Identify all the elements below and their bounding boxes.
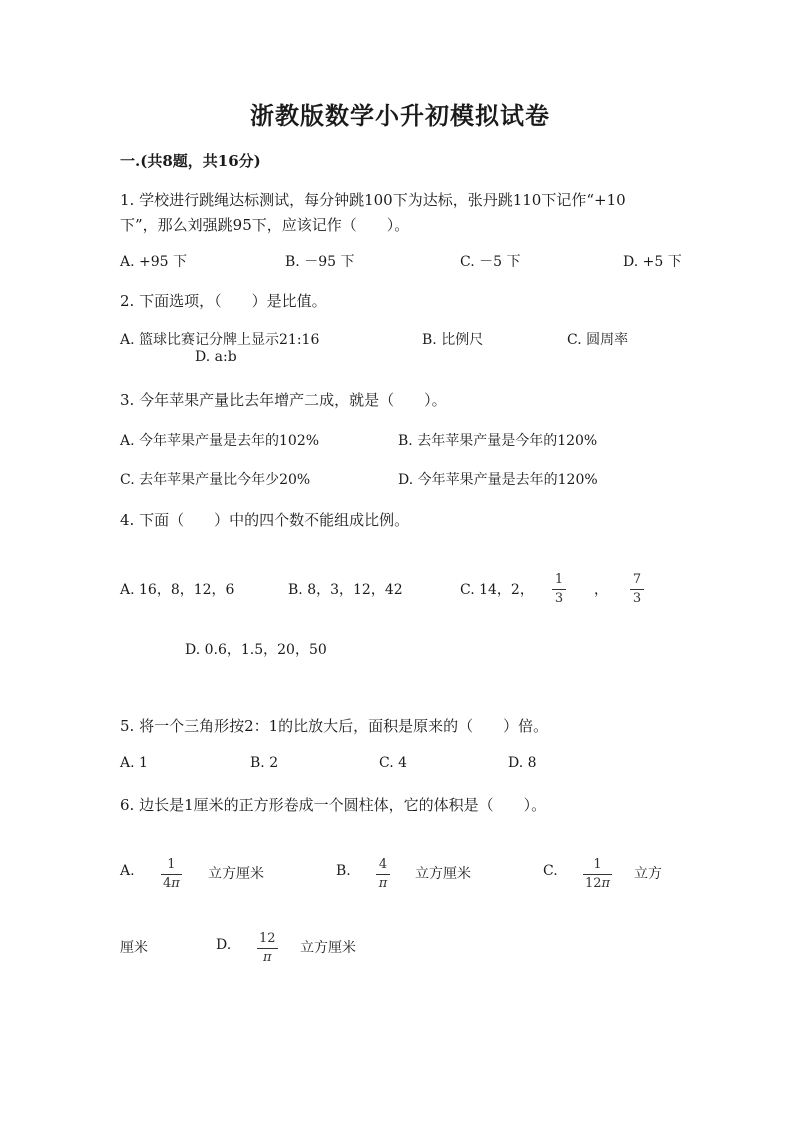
fraction-denominator: π: [263, 950, 272, 965]
question-2-option-d[interactable]: D. a:b: [195, 349, 237, 365]
question-5-stem: 5. 将一个三角形按2：1的比放大后，面积是原来的（ ）倍。: [120, 717, 549, 735]
fraction-bar: [583, 874, 612, 875]
question-6-option-d-unit: 立方厘米: [300, 940, 356, 956]
fraction-numerator: 1: [167, 857, 176, 872]
question-6-option-c-label[interactable]: C.: [543, 863, 558, 879]
question-2-option-c[interactable]: C. 圆周率: [567, 332, 629, 348]
question-1-line-2: 下”，那么刘强跳95下，应该记作（ ）。: [120, 216, 410, 234]
question-4-option-b[interactable]: B. 8，3，12，42: [288, 582, 403, 598]
question-3-option-b[interactable]: B. 去年苹果产量是今年的120%: [398, 433, 598, 449]
fraction-denominator: 3: [554, 591, 564, 606]
question-6-fraction-b: [376, 857, 390, 891]
question-2-option-b[interactable]: B. 比例尺: [422, 332, 484, 348]
fraction-numerator: 1: [554, 572, 564, 587]
question-6-option-b-unit: 立方厘米: [415, 866, 471, 882]
question-3-stem: 3. 今年苹果产量比去年增产二成，就是（ ）。: [120, 391, 447, 409]
question-6-option-c-unit-part2: 厘米: [120, 940, 148, 956]
question-2-stem: 2. 下面选项，（ ）是比值。: [120, 292, 327, 310]
question-5-option-a[interactable]: A. 1: [120, 755, 148, 771]
question-6-option-b-label[interactable]: B.: [336, 863, 351, 879]
question-1-option-b[interactable]: B. －95 下: [285, 254, 355, 270]
question-4-stem: 4. 下面（ ）中的四个数不能组成比例。: [120, 511, 410, 529]
question-6-fraction-a: [161, 857, 182, 891]
fraction-bar: [552, 589, 566, 590]
question-3-option-a[interactable]: A. 今年苹果产量是去年的102%: [120, 433, 320, 449]
question-3-option-c[interactable]: C. 去年苹果产量比今年少20%: [120, 472, 311, 488]
fraction-numerator: 12: [259, 931, 276, 946]
fraction-bar: [161, 874, 182, 875]
question-6-fraction-d: [257, 931, 278, 965]
fraction-denominator: 12π: [585, 876, 611, 891]
question-4-option-c[interactable]: C. 14，2，: [460, 582, 534, 598]
fraction-bar: [376, 874, 390, 875]
question-6-option-a-label[interactable]: A.: [120, 863, 135, 879]
question-1-option-c[interactable]: C. －5 下: [460, 254, 521, 270]
question-4-fraction-one-third: [552, 572, 566, 606]
question-4-option-a[interactable]: A. 16，8，12，6: [120, 582, 235, 598]
question-4-fraction-seven-thirds: [630, 572, 644, 606]
fraction-numerator: 7: [632, 572, 642, 587]
fraction-denominator: 4π: [163, 876, 180, 891]
page-title: 浙教版数学小升初模拟试卷: [250, 101, 550, 130]
fraction-bar: [257, 948, 278, 949]
fraction-numerator: 4: [378, 857, 388, 872]
fraction-numerator: 1: [593, 857, 602, 872]
question-4-option-d[interactable]: D. 0.6，1.5，20，50: [185, 642, 327, 658]
question-4-comma: ，: [594, 582, 608, 598]
question-6-fraction-c: [583, 857, 612, 891]
question-5-option-b[interactable]: B. 2: [250, 755, 279, 771]
question-1-option-a[interactable]: A. +95 下: [120, 254, 188, 270]
question-1-line-1: 1. 学校进行跳绳达标测试，每分钟跳100下为达标，张丹跳110下记作“+10: [120, 191, 626, 209]
question-6-option-a-unit: 立方厘米: [208, 866, 264, 882]
fraction-denominator: 3: [632, 591, 642, 606]
question-1-option-d[interactable]: D. +5 下: [623, 254, 682, 270]
question-6-option-c-unit-part1: 立方: [634, 866, 662, 882]
fraction-denominator: π: [378, 876, 388, 891]
section-heading: 一.(共8题，共16分): [120, 152, 261, 170]
question-3-option-d[interactable]: D. 今年苹果产量是去年的120%: [398, 472, 598, 488]
question-6-stem: 6. 边长是1厘米的正方形卷成一个圆柱体，它的体积是（ ）。: [120, 796, 547, 814]
question-2-option-a[interactable]: A. 篮球比赛记分牌上显示21:16: [120, 332, 320, 348]
question-5-option-d[interactable]: D. 8: [508, 755, 537, 771]
question-6-option-d-label[interactable]: D.: [216, 937, 232, 953]
question-5-option-c[interactable]: C. 4: [379, 755, 408, 771]
fraction-bar: [630, 589, 644, 590]
